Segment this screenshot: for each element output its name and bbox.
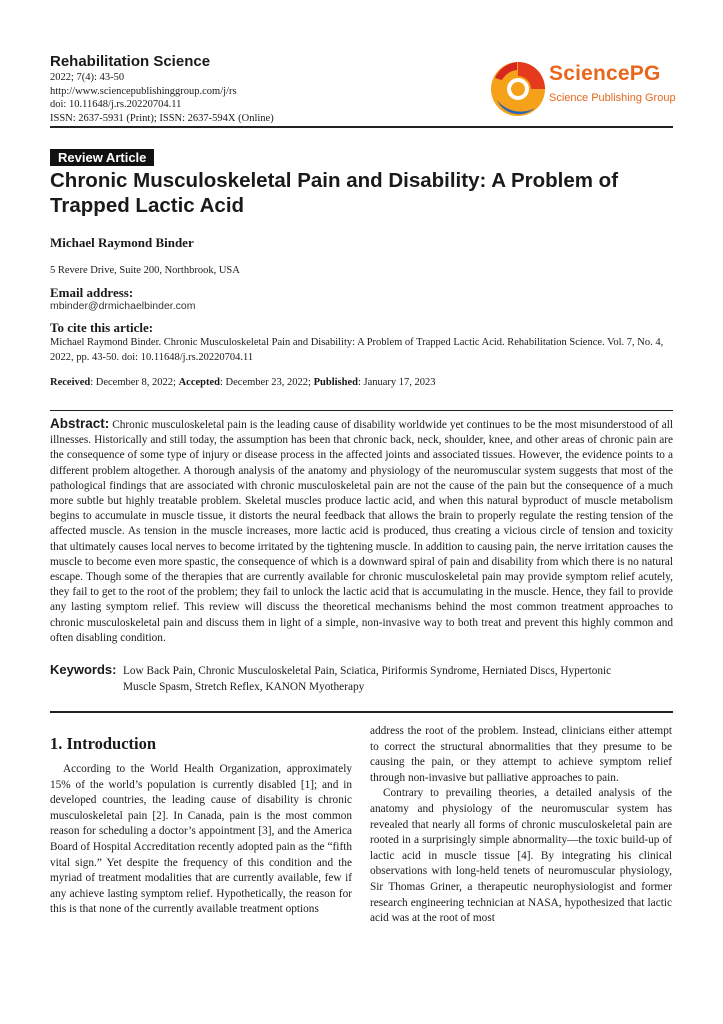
abstract-top-divider <box>50 410 673 411</box>
header-divider <box>50 126 673 128</box>
journal-url[interactable]: http://www.sciencepublishinggroup.com/j/rs <box>50 85 237 97</box>
intro-paragraph-1: According to the World Health Organization, approximately 15% of the world’s population is currently disabled [1]; and in developed countries, the leading cause of disability is chronic musculoskeletal pain [2]. In Canada, pain is the most common reason for scheduling a doctor’s appointment [3], and the America Board of Hospital Accreditation recently adopted pain as the “fifth vital sign.” Yet despite the frequency of this condition and the myriad of treatment modalities that are currently available, few if any achieve lasting symptom relief. Hypothetically, the reason for this is that none of the currently available treatment options <box>50 763 352 916</box>
author-affiliation: 5 Revere Drive, Suite 200, Northbrook, USA <box>50 265 240 276</box>
published-label: Published <box>313 377 358 388</box>
journal-meta <box>50 71 274 125</box>
abstract-text: Chronic musculoskeletal pain is the leading cause of disability worldwide yet continues to be the most misunderstood of all illnesses. Historically and still today, the assumption has been that chronic back, neck, shoulder, knee, and other areas of chronic pain are the consequence of some type of injury or disease process in the affected joints and associated tissues. However, the evidence points to a different problem altogether. A thorough analysis of the anatomy and physiology of the neuromuscular system suggests that most of the pathological findings that are associated with chronic musculoskeletal pain are not the cause of the pain but the consequence of a much more subtle but highly treatable problem. Skeletal muscles produce lactic acid, and when this natural byproduct of muscle metabolism begins to accumulate in muscle tissue, it distorts the neural feedback that allows the brain to properly regulate the resting tension of the affected muscle. As tension in the muscle increases, more lactic acid is produced, thus creating a vicious circle of tension and toxicity that ultimately causes local nerves to become irritated by the tightening muscle. In addition to causing pain, the nerve irritation causes the muscle to become even more spastic, the consequence of which is a downward spiral of pain and disability from which there is no natural escape. Though some of the therapies that are currently available for chronic musculoskeletal pain may provide symptom relief acutely, they fail to get to the root of the problem; they fail to unlock the lactic acid that is accumulating in the muscle. Hence, they fail to provide any lasting symptom relief. This review will discuss the theoretical mechanisms behind the most common treatment approaches to chronic musculoskeletal pain and discuss them in light of a simple, non-invasive way to both treat and prevent this highly common and often disabling condition. <box>50 419 673 644</box>
keywords-text: Low Back Pain, Chronic Musculoskeletal Pain, Sciatica, Piriformis Syndrome, Herniated Discs, Hypertonic Muscle Spasm, Stretch Reflex, KANON Myotherapy <box>123 665 612 693</box>
intro-paragraph-1-continued: address the root of the problem. Instead, clinicians either attempt to correct the structural abnormalities that they presume to be causing the pain, or they attempt to achieve symptom relief through non-invasive but palliative approaches to pain. <box>370 725 672 784</box>
email-heading: Email address: <box>50 285 134 300</box>
abstract <box>50 416 673 646</box>
keywords-label: Keywords: <box>50 662 117 677</box>
section-heading-introduction: 1. Introduction <box>50 734 157 753</box>
publication-dates <box>50 377 436 388</box>
journal-issue: 2022; 7(4): 43-50 <box>50 72 125 83</box>
accepted-date: : December 23, 2022; <box>220 377 314 388</box>
logo-brand-text: SciencePG <box>549 62 661 85</box>
citation-text: Michael Raymond Binder. Chronic Musculoskeletal Pain and Disability: A Problem of Trapped Lactic Acid. Rehabilitation Science. Vol. 7, No. 4, 2022, pp. 43-50. doi: 10.11648/j.rs.20220704.11 <box>50 337 664 363</box>
published-date: : January 17, 2023 <box>357 377 436 388</box>
accepted-label: Accepted <box>178 377 220 388</box>
journal-doi: doi: 10.11648/j.rs.20220704.11 <box>50 99 182 110</box>
journal-issn: ISSN: 2637-5931 (Print); ISSN: 2637-594X (Online) <box>50 112 274 124</box>
article-title: Chronic Musculoskeletal Pain and Disability: A Problem of Trapped Lactic Acid <box>50 169 619 217</box>
cite-heading: To cite this article: <box>50 320 154 335</box>
logo-subtitle: Science Publishing Group <box>549 92 676 104</box>
body-column-left <box>50 762 352 918</box>
body-column-right <box>370 724 672 927</box>
received-date: : December 8, 2022; <box>90 377 179 388</box>
author-name: Michael Raymond Binder <box>50 235 194 250</box>
article-type-badge: Review Article <box>50 149 154 166</box>
author-email[interactable]: mbinder@drmichaelbinder.com <box>50 300 196 312</box>
sciencepg-logo-icon <box>487 58 549 120</box>
abstract-bottom-divider <box>50 711 673 713</box>
journal-title: Rehabilitation Science <box>50 53 211 70</box>
intro-paragraph-2: Contrary to prevailing theories, a detailed analysis of the anatomy and physiology of the neuromuscular system has revealed that nearly all forms of chronic musculoskeletal pain are rooted in a surprisingly simple abnormality—the toxic build-up of lactic acid in muscle tissue [4]. By integrating his clinical observations with long-held tenets of neuromuscular physiology, Sir Thomas Griner, a therapeutic neurophysiologist and former research engineering technician at NASA, hypothesized that lactic acid was at the root of most <box>370 787 672 925</box>
abstract-label: Abstract: <box>50 416 110 431</box>
received-label: Received <box>50 377 91 388</box>
